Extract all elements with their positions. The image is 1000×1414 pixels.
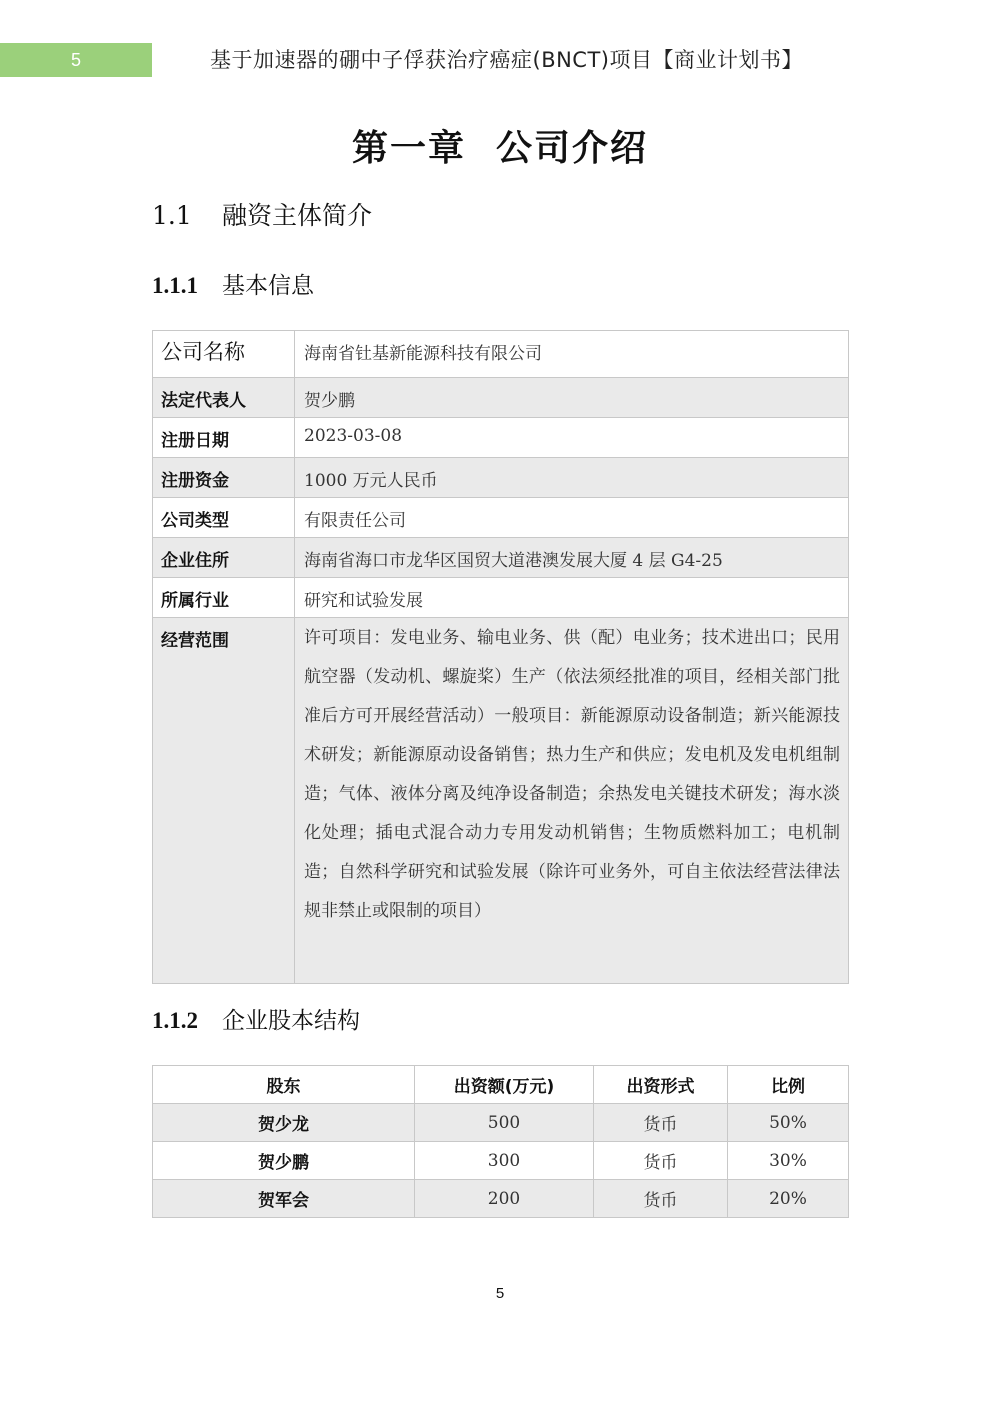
share-ratio: 20% [728,1180,849,1218]
page-number: 5 [495,1285,505,1302]
section-title: 融资主体简介 [222,201,373,230]
capital-amount: 300 [415,1142,594,1180]
shareholder-name: 贺军会 [153,1180,415,1218]
info-row-company-name [153,331,849,378]
info-row-business-scope [153,618,849,984]
column-header: 出资形式 [594,1066,728,1104]
info-value: 海南省钍基新能源科技有限公司 [295,331,849,378]
basic-info-table [152,330,849,984]
column-header: 出资额(万元) [415,1066,594,1104]
subsection-heading-shareholding [152,1002,360,1035]
info-key: 法定代表人 [153,378,295,418]
info-row-legal-rep [153,378,849,418]
info-row-industry [153,578,849,618]
share-ratio: 30% [728,1142,849,1180]
capital-amount: 200 [415,1180,594,1218]
info-key: 企业住所 [153,538,295,578]
table-row [153,1104,849,1142]
subsection-number: 1.1.2 [152,1008,198,1033]
info-row-reg-capital [153,458,849,498]
info-key: 注册资金 [153,458,295,498]
section-heading [152,196,372,232]
info-key: 注册日期 [153,418,295,458]
chapter-heading [0,120,1000,171]
info-key: 经营范围 [153,618,295,984]
table-row [153,1180,849,1218]
capital-form: 货币 [594,1180,728,1218]
capital-form: 货币 [594,1142,728,1180]
info-value: 有限责任公司 [295,498,849,538]
column-header: 股东 [153,1066,415,1104]
info-value: 研究和试验发展 [295,578,849,618]
shareholding-header-row [153,1066,849,1104]
table-row [153,1142,849,1180]
subsection-heading-basic-info [152,267,314,300]
shareholder-name: 贺少龙 [153,1104,415,1142]
info-value: 海南省海口市龙华区国贸大道港澳发展大厦 4 层 G4-25 [295,538,849,578]
subsection-title: 企业股本结构 [222,1008,360,1034]
subsection-title: 基本信息 [222,273,314,299]
shareholding-table [152,1065,849,1218]
info-key: 公司名称 [153,331,295,378]
share-ratio: 50% [728,1104,849,1142]
section-number: 1.1 [152,201,192,230]
column-header: 比例 [728,1066,849,1104]
subsection-number: 1.1.1 [152,273,198,298]
capital-amount: 500 [415,1104,594,1142]
info-key: 公司类型 [153,498,295,538]
info-row-reg-date [153,418,849,458]
info-key: 所属行业 [153,578,295,618]
info-value: 许可项目：发电业务、输电业务、供（配）电业务；技术进出口；民用航空器（发动机、螺旋桨）生产（依法须经批准的项目，经相关部门批准后方可开展经营活动）一般项目：新能源原动设备制造；新兴能源技术研发；新能源原动设备销售；热力生产和供应；发电机及发电机组制造；气体、液体分离及纯净设备制造；余热发电关键技术研发；海水淡化处理；插电式混合动力专用发动机销售；生物质燃料加工；电机制造；自然科学研究和试验发展（除许可业务外，可自主依法经营法律法规非禁止或限制的项目） [295,618,849,984]
header-title: 基于加速器的硼中子俘获治疗癌症(BNCT)项目【商业计划书】 [210,48,803,72]
info-value: 1000 万元人民币 [295,458,849,498]
info-value: 2023-03-08 [295,418,849,458]
chapter-number: 第一章 [351,128,466,169]
info-row-address [153,538,849,578]
info-value: 贺少鹏 [295,378,849,418]
chapter-title: 公司介绍 [496,128,649,169]
shareholder-name: 贺少鹏 [153,1142,415,1180]
header-page-tab: 5 [0,43,152,77]
capital-form: 货币 [594,1104,728,1142]
info-row-company-type [153,498,849,538]
